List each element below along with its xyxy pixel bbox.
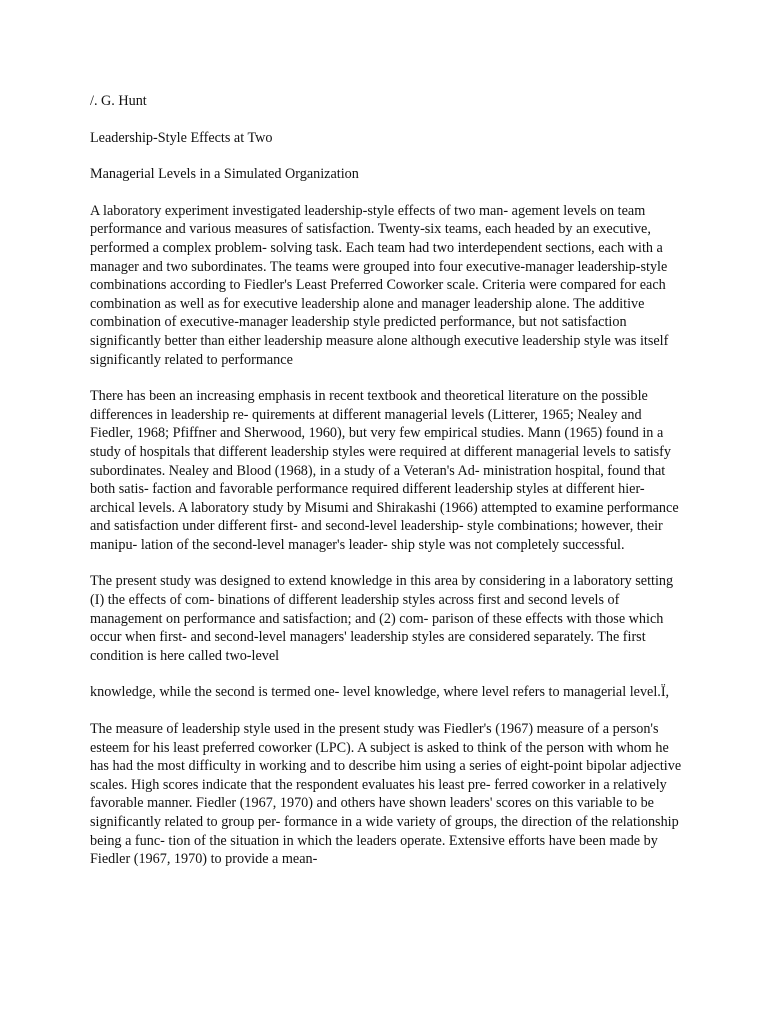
document-page	[90, 92, 680, 887]
body-paragraph-1: There has been an increasing emphasis in recent textbook and theoretical literature on the possible differences in leadership re- quirements at different managerial levels (Litterer, 1965; Nealey and Fiedler, 1968; Pfiffner and Sherwood, 1960), but very few empirical studies. Mann (1965) found in a study of hospitals that different leadership styles were required at different managerial levels to satisfy subordinates. Nealey and Blood (1968), in a study of a Veteran's Ad- ministration hospital, found that both satis- faction and favorable performance required different leadership styles at different hier- archical levels. A laboratory study by Misumi and Shirakashi (1966) attempted to examine performance and satisfaction under different first- and second-level leadership- style combinations; however, their manipu- lation of the second-level manager's leader- ship style was not completely successful.	[90, 388, 679, 553]
body-paragraph-2: The present study was designed to extend knowledge in this area by considering in a laboratory setting (I) the effects of com- binations of different leadership styles across first and second levels of management on performance and satisfaction; and (2) com- parison of these effects with those which occur when first- and second-level managers' leadership styles are considered separately. The first condition is here called two-level	[90, 573, 674, 664]
author-line: /. G. Hunt	[90, 93, 147, 109]
body-paragraph-4: The measure of leadership style used in the present study was Fiedler's (1967) measure of a person's esteem for his least preferred coworker (LPC). A subject is asked to think of the person with whom he has had the most difficulty in working and to describe him using a series of eight-point bipolar adjective scales. High scores indicate that the respondent evaluates his least pre- ferred coworker in a relatively favorable manner. Fiedler (1967, 1970) and others have shown leaders' scores on this variable to be significantly related to group per- formance in a wide variety of groups, the direction of the relationship being a func- tion of the situation in which the leaders operate. Extensive efforts have been made by Fiedler (1967, 1970) to provide a mean-	[90, 721, 682, 868]
body-paragraph-3: knowledge, while the second is termed one- level knowledge, where level refers to managerial level.Ï,	[90, 684, 670, 701]
title-line-2: Managerial Levels in a Simulated Organization	[90, 166, 359, 183]
title-line-1: Leadership-Style Effects at Two	[90, 129, 273, 146]
abstract-paragraph: A laboratory experiment investigated leadership-style effects of two man- agement levels on team performance and various measures of satisfaction. Twenty-six teams, each headed by an executive, performed a complex problem- solving task. Each team had two interdependent sections, each with a manager and two subordinates. The teams were grouped into four executive-manager leadership-style combinations according to Fiedler's Least Preferred Coworker scale. Criteria were compared for each combination as well as for executive leadership alone and manager leadership alone. The additive combination of executive-manager leadership style predicted performance, but not satisfaction significantly better than either leadership measure alone although executive leadership style was itself significantly related to performance	[90, 202, 669, 368]
